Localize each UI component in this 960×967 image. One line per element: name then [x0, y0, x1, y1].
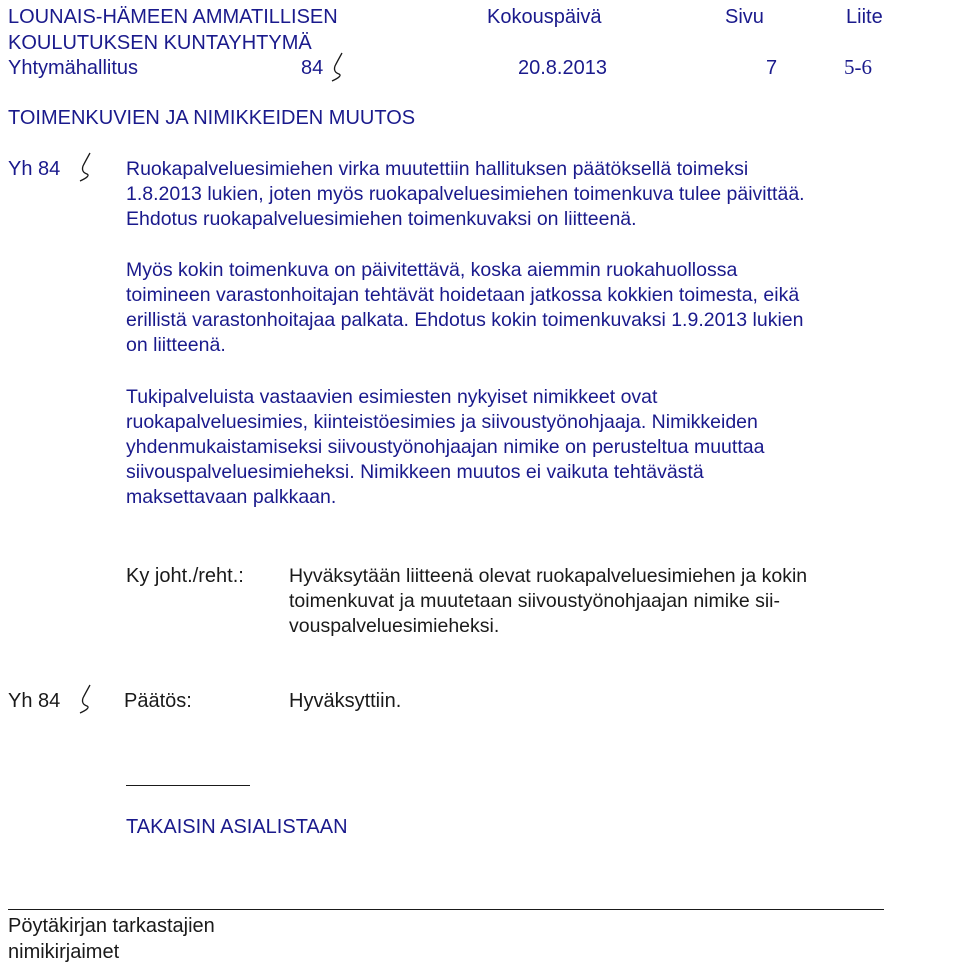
page-number: 7	[766, 57, 778, 79]
section-sign-icon	[329, 52, 345, 82]
board-name: Yhtymähallitus	[8, 57, 139, 79]
meeting-date: 20.8.2013	[518, 57, 607, 79]
decision-section-ref: Yh 84	[8, 690, 61, 712]
intro-line: Ruokapalveluesimiehen virka muutettiin hallituksen päätöksellä toimeksi	[126, 158, 749, 180]
cook-line: Myös kokin toimenkuva on päivitettävä, koska aiemmin ruokahuollossa	[126, 259, 738, 281]
decision-text: Hyväksyttiin.	[289, 690, 402, 712]
support-line: maksettavaan palkkaan.	[126, 486, 337, 508]
header-section-number: 84	[301, 57, 324, 79]
support-line: Tukipalveluista vastaavien esimiesten nykyiset nimikkeet ovat	[126, 386, 658, 408]
cook-line: toimineen varastonhoitajan tehtävät hoidetaan jatkossa kokkien toimesta, eikä	[126, 284, 800, 306]
org-name-line2: KOULUTUKSEN KUNTAYHTYMÄ	[8, 32, 312, 54]
footer-signature-line	[8, 909, 884, 910]
cook-paragraph	[126, 258, 803, 358]
support-paragraph	[126, 385, 764, 510]
page-title: TOIMENKUVIEN JA NIMIKKEIDEN MUUTOS	[8, 107, 416, 129]
proposal-line: Hyväksytään liitteenä olevat ruokapalveluesimiehen ja kokin	[289, 565, 808, 587]
decision-label: Päätös:	[124, 690, 192, 712]
intro-line: Ehdotus ruokapalveluesimiehen toimenkuvaksi on liitteenä.	[126, 208, 637, 230]
proposal-label: Ky joht./reht.:	[126, 565, 244, 587]
attachment-value: 5-6	[844, 55, 872, 79]
attachment-label: Liite	[846, 6, 883, 28]
intro-line: 1.8.2013 lukien, joten myös ruokapalveluesimiehen toimenkuva tulee päivittää.	[126, 183, 805, 205]
cook-line: on liitteenä.	[126, 334, 226, 356]
page-label: Sivu	[725, 6, 764, 28]
footer-label-line1: Pöytäkirjan tarkastajien	[8, 915, 215, 937]
back-to-agenda-link[interactable]: TAKAISIN ASIALISTAAN	[126, 816, 348, 838]
proposal-text	[289, 564, 807, 639]
separator-short	[126, 785, 250, 786]
proposal-line: vouspalveluesimieheksi.	[289, 615, 500, 637]
meeting-date-label: Kokouspäivä	[487, 6, 602, 28]
cook-line: erillistä varastonhoitajaa palkata. Ehdotus kokin toimenkuvaksi 1.9.2013 lukien	[126, 309, 804, 331]
proposal-line: toimenkuvat ja muutetaan siivoustyönohjaajan nimike sii-	[289, 590, 781, 612]
footer-label-line2: nimikirjaimet	[8, 941, 120, 963]
support-line: siivouspalveluesimieheksi. Nimikkeen muutos ei vaikuta tehtävästä	[126, 461, 704, 483]
section-ref: Yh 84	[8, 158, 61, 180]
intro-paragraph	[126, 157, 805, 232]
section-sign-icon	[77, 684, 93, 714]
org-name-line1: LOUNAIS-HÄMEEN AMMATILLISEN	[8, 6, 338, 28]
section-sign-icon	[77, 152, 93, 182]
support-line: yhdenmukaistamiseksi siivoustyönohjaajan nimike on perusteltua muuttaa	[126, 436, 765, 458]
support-line: ruokapalveluesimies, kiinteistöesimies ja siivoustyönohjaaja. Nimikkeiden	[126, 411, 758, 433]
